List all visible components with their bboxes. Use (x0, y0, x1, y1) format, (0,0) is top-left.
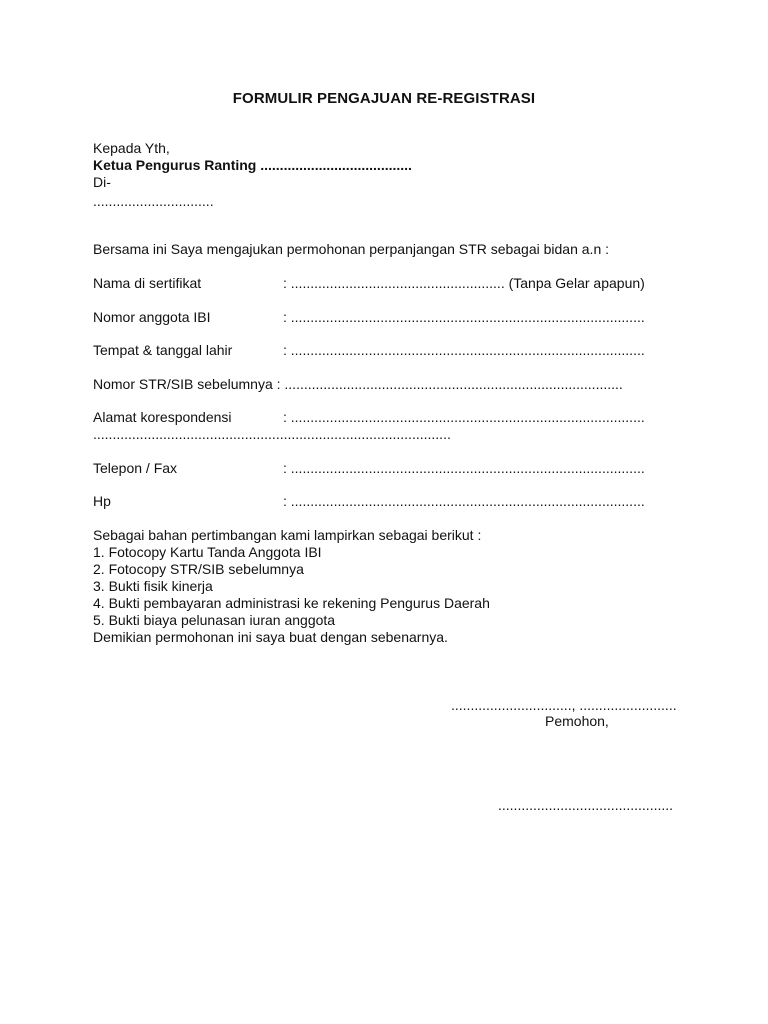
attachments-intro: Sebagai bahan pertimbangan kami lampirkan sebagai berikut : (93, 527, 482, 543)
ttl-field: : ........................................................................................... (283, 342, 645, 358)
alamat-continuation: ............................................................................................ (93, 426, 451, 442)
str-field: Nomor STR/SIB sebelumnya : ....................................................................................... (93, 376, 623, 392)
ttl-label: Tempat & tanggal lahir (93, 342, 233, 358)
list-item: 1. Fotocopy Kartu Tanda Anggota IBI (93, 544, 322, 560)
signature-name-line: ............................................. (498, 797, 674, 813)
list-item: 3. Bukti fisik kinerja (93, 578, 213, 594)
alamat-label: Alamat korespondensi (93, 409, 232, 425)
intro-text: Bersama ini Saya mengajukan permohonan perpanjangan STR sebagai bidan a.n : (93, 241, 610, 257)
recipient-greeting: Kepada Yth, (93, 140, 170, 156)
attachments-list (93, 527, 490, 646)
closing-statement: Demikian permohonan ini saya buat dengan sebenarnya. (93, 629, 448, 645)
alamat-field: : ........................................................................................... (283, 409, 645, 425)
recipient-place: ............................... (93, 193, 214, 209)
nama-label: Nama di sertifikat (93, 275, 202, 291)
hp-label: Hp (93, 493, 111, 509)
recipient-di: Di- (93, 174, 111, 190)
signature-role: Pemohon, (545, 713, 609, 729)
hp-field: : ........................................................................................... (283, 493, 645, 509)
signature-place-date: ..............................., ......................... (451, 697, 677, 713)
telepon-field: : ........................................................................................... (283, 460, 645, 476)
nama-field: : ....................................................... (Tanpa Gelar apapun) (283, 275, 645, 291)
page-title: FORMULIR PENGAJUAN RE-REGISTRASI (232, 90, 536, 107)
list-item: 2. Fotocopy STR/SIB sebelumnya (93, 561, 304, 577)
telepon-label: Telepon / Fax (93, 460, 178, 476)
nomor-ibi-label: Nomor anggota IBI (93, 309, 211, 325)
nomor-ibi-field: : ........................................................................................... (283, 309, 645, 325)
recipient-to: Ketua Pengurus Ranting ....................................... (93, 157, 412, 173)
list-item: 4. Bukti pembayaran administrasi ke rekening Pengurus Daerah (93, 595, 490, 611)
list-item: 5. Bukti biaya pelunasan iuran anggota (93, 612, 336, 628)
